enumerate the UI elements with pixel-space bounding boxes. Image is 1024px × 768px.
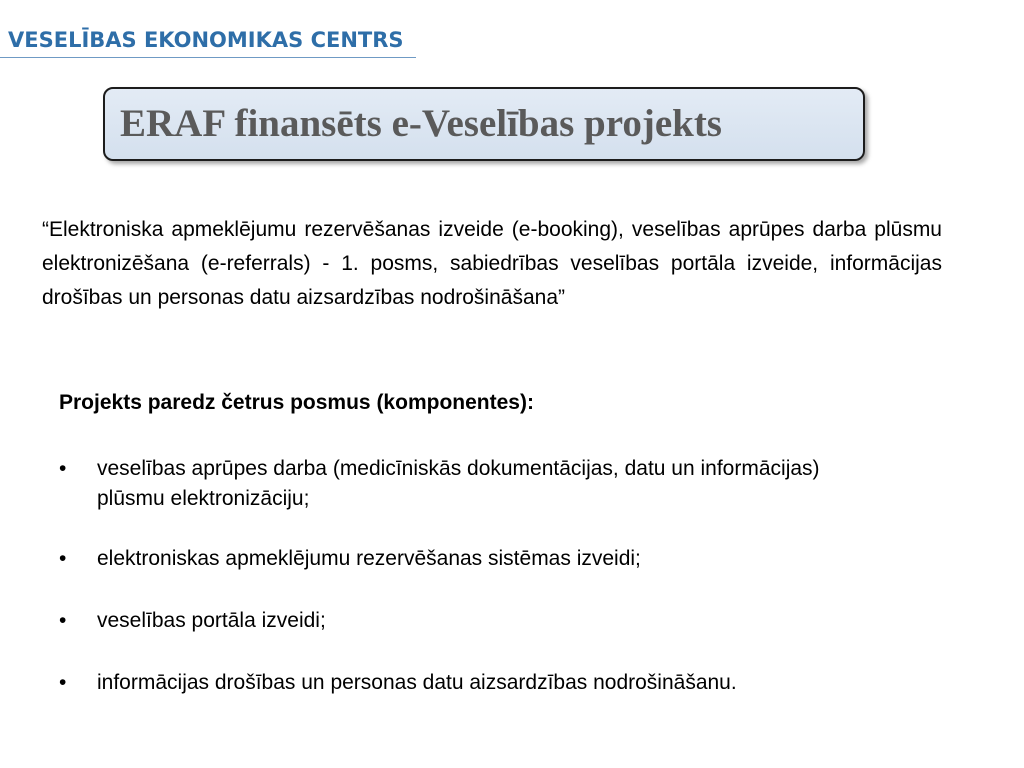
list-item-text: elektroniskas apmeklējumu rezervēšanas sistēmas izveidi; [97,547,641,570]
list-item-text: veselības aprūpes darba (medicīniskās dokumentācijas, datu un informācijas) plūsmu elektronizāciju; [97,457,820,510]
list-item-text: veselības portāla izveidi; [97,609,326,632]
project-quote: “Elektroniska apmeklējumu rezervēšanas izveide (e-booking), veselības aprūpes darba plūsmu elektronizēšana (e-referrals) - 1. posms, sabiedrības veselības portāla izveide, informācijas drošības un personas datu aizsardzības nodrošināšana” [42,218,942,309]
bullet-icon: • [59,547,67,570]
list-item [59,454,879,514]
org-header [0,26,416,58]
list-item [59,668,879,698]
list-item-text: informācijas drošības un personas datu aizsardzības nodrošināšanu. [97,671,737,694]
bullet-icon: • [59,609,67,632]
list-item [59,544,879,574]
bullet-icon: • [59,457,67,480]
slide-title: ERAF finansēts e-Veselības projekts [120,102,722,145]
component-list [59,454,879,728]
section-heading: Projekts paredz četrus posmus (komponentes): [59,391,534,414]
list-item [59,606,879,636]
org-name: VESELĪBAS EKONOMIKAS CENTRS [8,28,404,52]
title-box [103,87,865,161]
bullet-icon: • [59,671,67,694]
